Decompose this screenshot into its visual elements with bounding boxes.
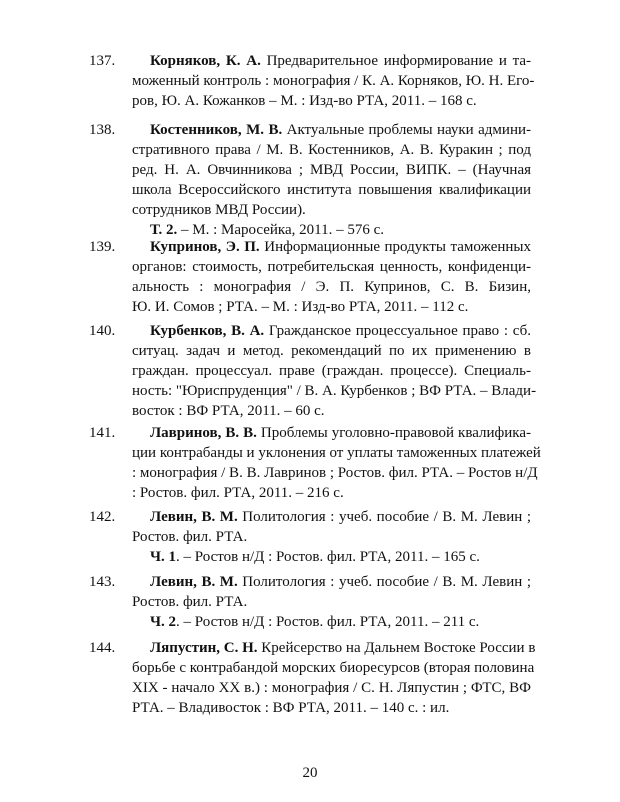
volume-text: – М. : Маросейка, 2011. – 576 с. (177, 222, 384, 238)
entry-text: Информационные продукты таможенных (259, 239, 531, 255)
entry-line: восток : ВФ РТА, 2011. – 60 с. (132, 403, 325, 419)
entry-author: Лавринов, В. В. (150, 425, 257, 441)
entry-volume-line (150, 547, 531, 567)
entry-line: ситуац. задач и метод. рекомендаций по их применению в (132, 343, 531, 359)
entry-author: Ляпустин, С. Н. (150, 640, 258, 656)
entry-text: Политология : учеб. пособие / В. М. Левин ; (237, 509, 531, 525)
entry-number: 143. (89, 574, 116, 590)
entry-author: Корняков, К. А. (150, 53, 261, 69)
entry-line: Ростов. фил. РТА. (132, 529, 248, 545)
entry-line: : Ростов. фил. РТА, 2011. – 216 с. (132, 485, 344, 501)
entry-author: Купринов, Э. П. (150, 239, 260, 255)
entry-text: Крейсерство на Дальнем Востоке России в (257, 640, 536, 656)
entry-line (150, 120, 531, 140)
entry-line: Ю. И. Сомов ; РТА. – М. : Изд-во РТА, 2011. – 112 с. (132, 299, 469, 315)
entry-author: Левин, В. М. (150, 509, 238, 525)
entry-text: Предварительное информирование и та- (260, 53, 531, 69)
entry-line: ров, Ю. А. Кожанков – М. : Изд-во РТА, 2011. – 168 с. (132, 93, 477, 109)
entry-line: ность: "Юриспруденция" / В. А. Курбенков ; ВФ РТА. – Влади- (132, 383, 537, 399)
entry-number: 140. (89, 323, 116, 339)
entry-line: сотрудников МВД России). (132, 202, 306, 218)
page-number: 20 (302, 765, 318, 781)
entry-author: Курбенков, В. А. (150, 323, 265, 339)
entry-line: альность : монография / Э. П. Купринов, С. В. Бизин, (132, 279, 531, 295)
volume-label: Ч. 1 (150, 549, 177, 565)
entry-line: ции контрабанды и уклонения от уплаты таможенных платежей (132, 445, 541, 461)
entry-author: Левин, В. М. (150, 574, 238, 590)
entry-text: Гражданское процессуальное право : сб. (264, 323, 531, 339)
entry-line: : монография / В. В. Лавринов ; Ростов. фил. РТА. – Ростов н/Д (132, 465, 538, 481)
entry-number: 142. (89, 509, 116, 525)
entry-text: Политология : учеб. пособие / В. М. Левин ; (237, 574, 531, 590)
entry-line (150, 51, 531, 71)
entry-line: стративного права / М. В. Костенников, А. В. Куракин ; под (132, 142, 531, 158)
entry-number: 144. (89, 640, 116, 656)
entry-line: РТА. – Владивосток : ВФ РТА, 2011. – 140 с. : ил. (132, 700, 450, 716)
entry-line: граждан. процессуал. праве (граждан. процессе). Специаль- (132, 363, 531, 379)
volume-label: Ч. 2 (150, 614, 177, 630)
volume-text: . – Ростов н/Д : Ростов. фил. РТА, 2011. – 165 с. (176, 549, 480, 565)
entry-line (150, 507, 531, 527)
entry-line: ред. Н. А. Овчинникова ; МВД России, ВИПК. – (Научная (132, 162, 531, 178)
entry-line (150, 237, 531, 257)
entry-text: Актуальные проблемы науки админи- (282, 122, 531, 138)
entry-text: Проблемы уголовно-правовой квалифика- (256, 425, 531, 441)
entry-number: 137. (89, 53, 116, 69)
entry-line (150, 638, 536, 658)
entry-author: Костенников, М. В. (150, 122, 283, 138)
volume-text: . – Ростов н/Д : Ростов. фил. РТА, 2011. – 211 с. (176, 614, 480, 630)
entry-line: школа Всероссийского института повышения квалификации (132, 182, 531, 198)
entry-number: 138. (89, 122, 116, 138)
entry-line: моженный контроль : монография / К. А. Корняков, Ю. Н. Его- (132, 73, 535, 89)
entry-line (150, 321, 531, 341)
entry-line: органов: стоимость, потребительская ценность, конфиденци- (132, 259, 531, 275)
entry-line (150, 423, 531, 443)
entry-volume-line (150, 612, 531, 632)
entry-line: XIX - начало XX в.) : монография / С. Н. Ляпустин ; ФТС, ВФ (132, 680, 531, 696)
volume-label: Т. 2. (150, 222, 178, 238)
entry-line (150, 572, 531, 592)
entry-line: Ростов. фил. РТА. (132, 594, 248, 610)
entry-line: борьбе с контрабандой морских биоресурсов (вторая половина (132, 660, 535, 676)
entry-number: 139. (89, 239, 116, 255)
entry-number: 141. (89, 425, 116, 441)
